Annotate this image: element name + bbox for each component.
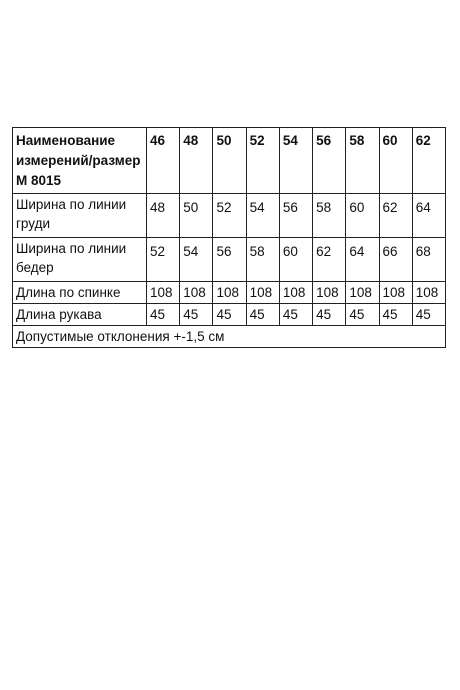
table-cell: 62 — [313, 238, 346, 282]
header-row — [13, 128, 446, 194]
table-cell: 68 — [412, 238, 445, 282]
tolerance-note: Допустимые отклонения +-1,5 см — [13, 326, 446, 348]
table-cell: 108 — [279, 282, 312, 304]
table-cell: 45 — [379, 304, 412, 326]
table-cell: 45 — [147, 304, 180, 326]
header-label-line2: измерений/размер — [16, 153, 141, 168]
table-cell: 50 — [180, 194, 213, 238]
size-header-cell: 46 — [147, 128, 180, 194]
table-cell: 45 — [213, 304, 246, 326]
size-header-cell: 48 — [180, 128, 213, 194]
row-label: Ширина по линии груди — [13, 194, 147, 238]
table-cell: 52 — [147, 238, 180, 282]
table-row — [13, 194, 446, 238]
table-cell: 60 — [279, 238, 312, 282]
size-header-cell: 52 — [246, 128, 279, 194]
size-header-cell: 50 — [213, 128, 246, 194]
row-label: Ширина по линии бедер — [13, 238, 147, 282]
table-cell: 58 — [313, 194, 346, 238]
table-cell: 58 — [246, 238, 279, 282]
row-label: Длина по спинке — [13, 282, 147, 304]
row-label: Длина рукава — [13, 304, 147, 326]
table-row — [13, 238, 446, 282]
table-cell: 54 — [180, 238, 213, 282]
size-header-cell: 60 — [379, 128, 412, 194]
table-cell: 108 — [246, 282, 279, 304]
table-cell: 56 — [213, 238, 246, 282]
table-cell: 108 — [313, 282, 346, 304]
table-cell: 56 — [279, 194, 312, 238]
table-cell: 66 — [379, 238, 412, 282]
table-cell: 108 — [379, 282, 412, 304]
table-cell: 45 — [346, 304, 379, 326]
table-cell: 108 — [346, 282, 379, 304]
table-cell: 54 — [246, 194, 279, 238]
size-header-cell: 56 — [313, 128, 346, 194]
size-header-cell: 54 — [279, 128, 312, 194]
size-header-cell: 62 — [412, 128, 445, 194]
table-cell: 52 — [213, 194, 246, 238]
table-cell: 45 — [246, 304, 279, 326]
table-cell: 62 — [379, 194, 412, 238]
table-cell: 48 — [147, 194, 180, 238]
table-cell: 64 — [346, 238, 379, 282]
table-row — [13, 304, 446, 326]
table-cell: 45 — [180, 304, 213, 326]
table-cell: 45 — [313, 304, 346, 326]
header-label-line3: M 8015 — [16, 173, 62, 188]
table-cell: 108 — [412, 282, 445, 304]
table-cell: 45 — [279, 304, 312, 326]
table-cell: 108 — [180, 282, 213, 304]
size-header-cell: 58 — [346, 128, 379, 194]
table-cell: 60 — [346, 194, 379, 238]
header-label-line1: Наименование — [16, 133, 116, 148]
size-chart-table — [12, 127, 446, 348]
header-label-cell — [13, 128, 147, 194]
table-row — [13, 282, 446, 304]
table-cell: 45 — [412, 304, 445, 326]
table-cell: 64 — [412, 194, 445, 238]
table-cell: 108 — [213, 282, 246, 304]
note-row — [13, 326, 446, 348]
table-cell: 108 — [147, 282, 180, 304]
